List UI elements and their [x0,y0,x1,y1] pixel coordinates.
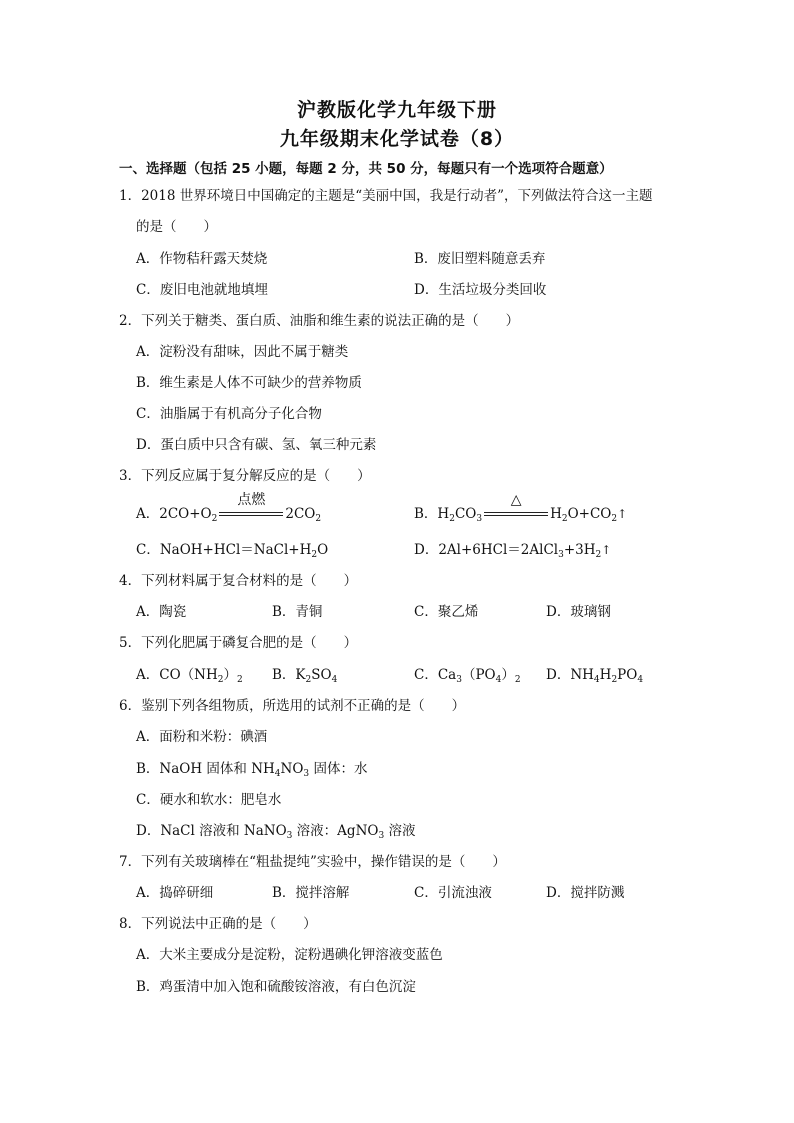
question-7-option-c: C．引流浊液 [414,885,492,901]
question-2-option-b: B．维生素是人体不可缺少的营养物质 [136,375,362,391]
question-1-option-a: A．作物秸秆露天焚烧 [136,251,268,267]
exam-subtitle: 九年级期末化学试卷（8） [279,128,515,150]
question-7-option-b: B．搅拌溶解 [272,885,350,901]
question-4-option-d: D．玻璃钢 [546,604,611,620]
reaction-condition-heat: △ [482,505,550,523]
question-2-option-c: C．油脂属于有机高分子化合物 [136,406,322,422]
question-7-option-d: D．搅拌防溅 [546,885,625,901]
question-6-option-a: A．面粉和米粉：碘酒 [136,729,268,745]
reaction-condition-ignite: 点燃 [217,505,285,523]
question-4-stem: 4．下列材料属于复合材料的是（ ） [119,573,358,589]
question-2-option-d: D．蛋白质中只含有碳、氢、氧三种元素 [136,437,377,453]
question-6-option-b: B．NaOH 固体和 $NH_4NO_3$ 固体：水 [136,761,368,779]
question-6-stem: 6．鉴别下列各组物质，所选用的试剂不正确的是（ ） [119,698,466,714]
question-5-option-d: D．$NH_4H_2PO_4$ [546,667,644,685]
question-4-option-b: B．青铜 [272,604,323,620]
question-5-stem: 5．下列化肥属于磷复合肥的是（ ） [119,635,358,651]
question-2-stem: 2．下列关于糖类、蛋白质、油脂和维生素的说法正确的是（ ） [119,313,520,329]
question-6-option-d: D．NaCl 溶液和 NaNO$_3$ 溶液：AgNO$_3$ 溶液 [136,823,416,841]
question-1-option-c: C．废旧电池就地填埋 [136,282,268,298]
question-4-option-a: A．陶瓷 [136,604,187,620]
question-5-option-c: C．$Ca_3(PO_4)_2$ [414,667,521,685]
question-6-option-c: C．硬水和软水：肥皂水 [136,792,282,808]
exam-title: 沪教版化学九年级下册 [296,99,497,121]
question-5-option-a: A．$CO(NH_2)_2$ [136,667,243,685]
question-7-stem: 7．下列有关玻璃棒在“粗盐提纯”实验中，操作错误的是（ ） [119,854,506,870]
question-5-option-b: B．$K_2SO_4$ [272,667,338,685]
question-3-stem: 3．下列反应属于复分解反应的是（ ） [119,468,371,484]
question-3-option-c: C．$NaOH+HCl=NaCl+H_2O$ [136,542,329,560]
gas-arrow-icon: ↑ [617,507,628,521]
question-1-option-b: B．废旧塑料随意丢弃 [414,251,546,267]
gas-arrow-icon: ↑ [601,543,612,557]
question-3-option-d: D．$2Al+6HCl=2AlCl_3+3H_2↑$ [414,542,612,560]
question-4-option-c: C．聚乙烯 [414,604,479,620]
question-3-option-a: A．$2CO+O_2$ 点燃 $2CO_2$ [136,492,322,524]
question-8-option-b: B．鸡蛋清中加入饱和硫酸铵溶液，有白色沉淀 [136,979,416,995]
question-8-option-a: A．大米主要成分是淀粉，淀粉遇碘化钾溶液变蓝色 [136,947,443,963]
question-7-option-a: A．捣碎研细 [136,885,214,901]
question-1-stem: 1．2018 世界环境日中国确定的主题是“美丽中国，我是行动者”，下列做法符合这一主题 [119,188,653,204]
question-8-stem: 8．下列说法中正确的是（ ） [119,916,317,932]
question-1-stem-cont: 的是（ ） [136,219,217,235]
section-heading: 一、选择题（包括 25 小题，每题 2 分，共 50 分，每题只有一个选项符合题意） [119,161,613,177]
question-1-option-d: D．生活垃圾分类回收 [414,282,547,298]
question-2-option-a: A．淀粉没有甜味，因此不属于糖类 [136,344,349,360]
question-3-option-b: B．$H_2CO_3$ △ $H_2O+CO_2↑$ [414,492,628,524]
